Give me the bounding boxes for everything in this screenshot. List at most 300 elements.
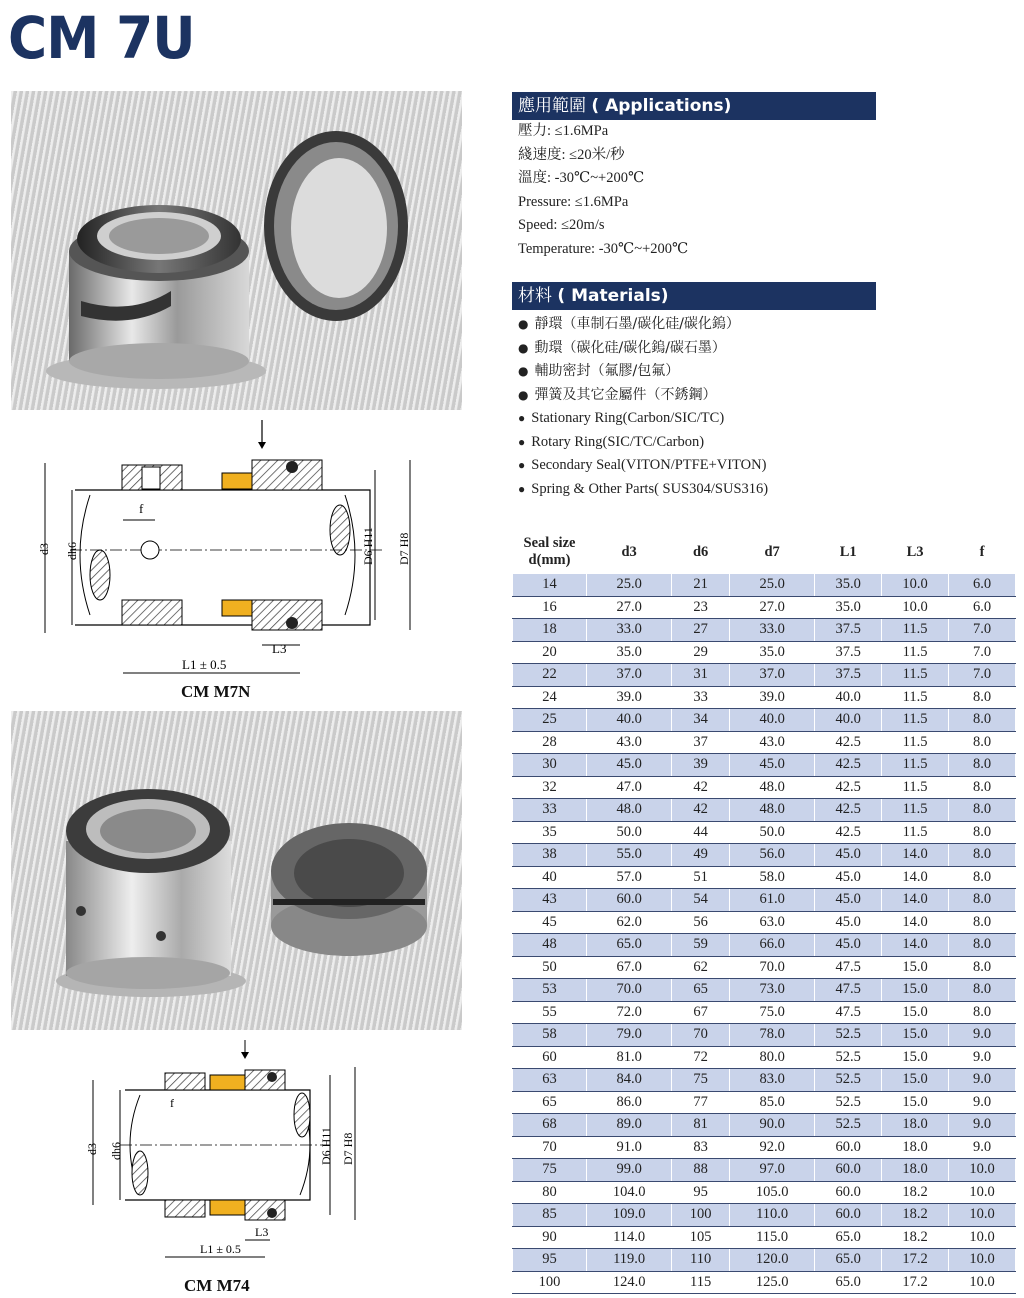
label-d3-top: d3 bbox=[37, 543, 51, 555]
table-cell: 65.0 bbox=[815, 1226, 882, 1249]
table-cell: 100 bbox=[672, 1204, 730, 1227]
table-cell: 72 bbox=[672, 1046, 730, 1069]
table-cell: 70 bbox=[672, 1024, 730, 1047]
table-cell: 124.0 bbox=[587, 1271, 672, 1294]
technical-drawing-m7n bbox=[0, 415, 470, 705]
table-cell: 23 bbox=[672, 596, 730, 619]
table-cell: 52.5 bbox=[815, 1046, 882, 1069]
table-cell: 45.0 bbox=[815, 866, 882, 889]
table-cell: 48.0 bbox=[729, 776, 814, 799]
table-row bbox=[513, 1204, 1016, 1227]
table-cell: 18.0 bbox=[882, 1114, 949, 1137]
label-d6h11-top: D6 H11 bbox=[361, 527, 375, 565]
table-cell: 6.0 bbox=[949, 574, 1016, 597]
table-cell: 75 bbox=[672, 1069, 730, 1092]
table-cell: 43.0 bbox=[729, 731, 814, 754]
table-cell: 63 bbox=[513, 1069, 587, 1092]
table-cell: 11.5 bbox=[882, 731, 949, 754]
table-cell: 33.0 bbox=[729, 619, 814, 642]
table-cell: 49 bbox=[672, 844, 730, 867]
table-cell: 42.5 bbox=[815, 754, 882, 777]
table-cell: 42.5 bbox=[815, 776, 882, 799]
table-cell: 57.0 bbox=[587, 866, 672, 889]
table-cell: 8.0 bbox=[949, 844, 1016, 867]
table-cell: 14.0 bbox=[882, 934, 949, 957]
table-cell: 18.0 bbox=[882, 1136, 949, 1159]
table-cell: 60.0 bbox=[815, 1204, 882, 1227]
table-cell: 90.0 bbox=[729, 1114, 814, 1137]
table-cell: 10.0 bbox=[949, 1204, 1016, 1227]
table-cell: 52.5 bbox=[815, 1114, 882, 1137]
table-cell: 14.0 bbox=[882, 911, 949, 934]
table-cell: 40 bbox=[513, 866, 587, 889]
table-row bbox=[513, 1046, 1016, 1069]
table-row bbox=[513, 596, 1016, 619]
table-cell: 39.0 bbox=[587, 686, 672, 709]
bullet-icon: ● bbox=[518, 364, 529, 378]
table-cell: 43 bbox=[513, 889, 587, 912]
applications-heading bbox=[512, 92, 876, 120]
table-header-row bbox=[513, 531, 1016, 574]
table-row bbox=[513, 641, 1016, 664]
table-row bbox=[513, 1226, 1016, 1249]
table-cell: 9.0 bbox=[949, 1091, 1016, 1114]
materials-heading-zh: 材料 bbox=[518, 286, 552, 306]
table-cell: 52.5 bbox=[815, 1069, 882, 1092]
table-row bbox=[513, 1271, 1016, 1294]
table-row bbox=[513, 866, 1016, 889]
table-cell: 14.0 bbox=[882, 844, 949, 867]
applications-heading-zh: 應用範圍 bbox=[518, 96, 586, 116]
table-cell: 109.0 bbox=[587, 1204, 672, 1227]
table-cell: 10.0 bbox=[882, 596, 949, 619]
table-cell: 27.0 bbox=[587, 596, 672, 619]
table-cell: 27.0 bbox=[729, 596, 814, 619]
label-f-bottom: f bbox=[170, 1096, 174, 1110]
label-dh6-top: dh6 bbox=[65, 542, 79, 560]
table-cell: 9.0 bbox=[949, 1069, 1016, 1092]
table-cell: 15.0 bbox=[882, 956, 949, 979]
table-cell: 20 bbox=[513, 641, 587, 664]
table-cell: 60.0 bbox=[815, 1159, 882, 1182]
table-cell: 50.0 bbox=[587, 821, 672, 844]
table-cell: 45.0 bbox=[815, 911, 882, 934]
table-cell: 25.0 bbox=[587, 574, 672, 597]
table-cell: 35.0 bbox=[729, 641, 814, 664]
table-cell: 58.0 bbox=[729, 866, 814, 889]
table-cell: 21 bbox=[672, 574, 730, 597]
table-cell: 38 bbox=[513, 844, 587, 867]
table-cell: 17.2 bbox=[882, 1271, 949, 1294]
table-cell: 18.2 bbox=[882, 1204, 949, 1227]
table-cell: 119.0 bbox=[587, 1249, 672, 1272]
label-d7h8-top: D7 H8 bbox=[397, 532, 411, 565]
table-cell: 89.0 bbox=[587, 1114, 672, 1137]
table-cell: 25.0 bbox=[729, 574, 814, 597]
table-cell: 8.0 bbox=[949, 889, 1016, 912]
table-cell: 15.0 bbox=[882, 979, 949, 1002]
label-l3-bottom: L3 bbox=[255, 1225, 269, 1239]
table-cell: 115.0 bbox=[729, 1226, 814, 1249]
table-cell: 37 bbox=[672, 731, 730, 754]
table-cell: 30 bbox=[513, 754, 587, 777]
table-cell: 14.0 bbox=[882, 866, 949, 889]
table-cell: 8.0 bbox=[949, 1001, 1016, 1024]
table-cell: 10.0 bbox=[949, 1249, 1016, 1272]
table-cell: 86.0 bbox=[587, 1091, 672, 1114]
table-cell: 11.5 bbox=[882, 619, 949, 642]
table-row bbox=[513, 979, 1016, 1002]
header-d7: d7 bbox=[764, 543, 780, 560]
header-d3: d3 bbox=[621, 543, 637, 560]
table-cell: 33 bbox=[513, 799, 587, 822]
table-cell: 11.5 bbox=[882, 776, 949, 799]
table-cell: 25 bbox=[513, 709, 587, 732]
material-item: 彈簧及其它金屬件（不銹鋼） bbox=[534, 386, 717, 403]
bullet-icon: ● bbox=[518, 317, 529, 331]
table-cell: 7.0 bbox=[949, 619, 1016, 642]
table-cell: 75.0 bbox=[729, 1001, 814, 1024]
table-cell: 125.0 bbox=[729, 1271, 814, 1294]
table-cell: 14.0 bbox=[882, 889, 949, 912]
table-cell: 60.0 bbox=[815, 1181, 882, 1204]
table-cell: 62.0 bbox=[587, 911, 672, 934]
table-cell: 84.0 bbox=[587, 1069, 672, 1092]
table-cell: 92.0 bbox=[729, 1136, 814, 1159]
table-cell: 58 bbox=[513, 1024, 587, 1047]
table-row bbox=[513, 686, 1016, 709]
table-cell: 8.0 bbox=[949, 934, 1016, 957]
label-l1-bottom: L1 ± 0.5 bbox=[200, 1242, 241, 1256]
table-cell: 59 bbox=[672, 934, 730, 957]
table-cell: 27 bbox=[672, 619, 730, 642]
bullet-icon: ● bbox=[518, 434, 526, 449]
table-row bbox=[513, 1069, 1016, 1092]
table-row bbox=[513, 799, 1016, 822]
material-item: Stationary Ring(Carbon/SIC/TC) bbox=[531, 410, 725, 426]
technical-drawing-m74 bbox=[0, 1035, 470, 1285]
table-cell: 8.0 bbox=[949, 731, 1016, 754]
table-cell: 53 bbox=[513, 979, 587, 1002]
table-cell: 39 bbox=[672, 754, 730, 777]
table-cell: 63.0 bbox=[729, 911, 814, 934]
table-cell: 10.0 bbox=[949, 1159, 1016, 1182]
applications-heading-en: ( Applications) bbox=[591, 96, 732, 116]
table-cell: 47.5 bbox=[815, 979, 882, 1002]
table-cell: 42 bbox=[672, 799, 730, 822]
table-cell: 40.0 bbox=[587, 709, 672, 732]
materials-heading bbox=[512, 282, 876, 310]
table-cell: 24 bbox=[513, 686, 587, 709]
table-cell: 52.5 bbox=[815, 1024, 882, 1047]
table-cell: 65.0 bbox=[587, 934, 672, 957]
table-cell: 105.0 bbox=[729, 1181, 814, 1204]
table-cell: 22 bbox=[513, 664, 587, 687]
seal-photo-m7n bbox=[11, 91, 462, 410]
table-cell: 9.0 bbox=[949, 1136, 1016, 1159]
table-cell: 11.5 bbox=[882, 754, 949, 777]
table-cell: 56 bbox=[672, 911, 730, 934]
table-cell: 11.5 bbox=[882, 821, 949, 844]
header-f: f bbox=[979, 543, 985, 560]
table-cell: 8.0 bbox=[949, 821, 1016, 844]
table-cell: 39.0 bbox=[729, 686, 814, 709]
table-cell: 18.0 bbox=[882, 1159, 949, 1182]
material-item: 動環（碳化硅/碳化鎢/碳石墨） bbox=[534, 339, 726, 356]
table-cell: 48.0 bbox=[587, 799, 672, 822]
table-row bbox=[513, 956, 1016, 979]
table-cell: 65.0 bbox=[815, 1271, 882, 1294]
table-cell: 11.5 bbox=[882, 799, 949, 822]
table-cell: 45.0 bbox=[815, 889, 882, 912]
table-cell: 18 bbox=[513, 619, 587, 642]
table-cell: 9.0 bbox=[949, 1024, 1016, 1047]
table-row bbox=[513, 1091, 1016, 1114]
table-row bbox=[513, 664, 1016, 687]
table-cell: 37.5 bbox=[815, 641, 882, 664]
bullet-icon: ● bbox=[518, 387, 529, 402]
table-cell: 16 bbox=[513, 596, 587, 619]
label-d6h11-bottom: D6 H11 bbox=[319, 1127, 333, 1165]
table-cell: 11.5 bbox=[882, 686, 949, 709]
table-cell: 44 bbox=[672, 821, 730, 844]
table-cell: 51 bbox=[672, 866, 730, 889]
table-cell: 90 bbox=[513, 1226, 587, 1249]
page-title: CM 7U bbox=[8, 4, 195, 72]
table-cell: 60.0 bbox=[815, 1136, 882, 1159]
table-cell: 42.5 bbox=[815, 799, 882, 822]
drawing-caption-m7n: CM M7N bbox=[181, 682, 251, 701]
table-cell: 10.0 bbox=[949, 1271, 1016, 1294]
table-cell: 47.0 bbox=[587, 776, 672, 799]
application-item: 綫速度: ≤20米/秒 bbox=[518, 146, 625, 163]
table-cell: 6.0 bbox=[949, 596, 1016, 619]
table-cell: 48.0 bbox=[729, 799, 814, 822]
table-row bbox=[513, 934, 1016, 957]
table-row bbox=[513, 1249, 1016, 1272]
table-cell: 40.0 bbox=[815, 686, 882, 709]
table-cell: 8.0 bbox=[949, 754, 1016, 777]
table-cell: 43.0 bbox=[587, 731, 672, 754]
application-item: 溫度: -30℃~+200℃ bbox=[518, 170, 645, 186]
table-cell: 60.0 bbox=[587, 889, 672, 912]
table-cell: 115 bbox=[672, 1271, 730, 1294]
application-item: 壓力: ≤1.6MPa bbox=[518, 123, 609, 139]
table-cell: 8.0 bbox=[949, 799, 1016, 822]
table-cell: 104.0 bbox=[587, 1181, 672, 1204]
label-d3-bottom: d3 bbox=[85, 1143, 99, 1155]
table-cell: 99.0 bbox=[587, 1159, 672, 1182]
table-cell: 37.0 bbox=[587, 664, 672, 687]
table-cell: 75 bbox=[513, 1159, 587, 1182]
label-d7h8-bottom: D7 H8 bbox=[341, 1132, 355, 1165]
table-cell: 15.0 bbox=[882, 1046, 949, 1069]
table-cell: 85.0 bbox=[729, 1091, 814, 1114]
dimension-table bbox=[512, 531, 1016, 1294]
table-row bbox=[513, 574, 1016, 597]
material-item: Rotary Ring(SIC/TC/Carbon) bbox=[531, 433, 705, 450]
table-cell: 35.0 bbox=[815, 574, 882, 597]
table-cell: 61.0 bbox=[729, 889, 814, 912]
table-row bbox=[513, 619, 1016, 642]
material-item: Spring & Other Parts( SUS304/SUS316) bbox=[531, 480, 769, 497]
header-l3: L3 bbox=[906, 543, 924, 560]
table-cell: 70.0 bbox=[587, 979, 672, 1002]
header-l1: L1 bbox=[839, 543, 857, 560]
table-cell: 35 bbox=[513, 821, 587, 844]
table-cell: 114.0 bbox=[587, 1226, 672, 1249]
table-cell: 9.0 bbox=[949, 1114, 1016, 1137]
table-row bbox=[513, 731, 1016, 754]
table-row bbox=[513, 1024, 1016, 1047]
table-cell: 45.0 bbox=[815, 844, 882, 867]
table-cell: 65.0 bbox=[815, 1249, 882, 1272]
table-cell: 85 bbox=[513, 1204, 587, 1227]
table-cell: 42.5 bbox=[815, 821, 882, 844]
bullet-icon: ● bbox=[518, 481, 526, 496]
table-cell: 7.0 bbox=[949, 641, 1016, 664]
table-cell: 33.0 bbox=[587, 619, 672, 642]
applications-list bbox=[518, 120, 688, 261]
table-cell: 42.5 bbox=[815, 731, 882, 754]
table-cell: 88 bbox=[672, 1159, 730, 1182]
material-item: 輔助密封（氟膠/包氟） bbox=[534, 363, 680, 379]
application-item: Temperature: -30℃~+200℃ bbox=[518, 240, 689, 257]
table-cell: 54 bbox=[672, 889, 730, 912]
material-item: 靜環（車制石墨/碳化硅/碳化鎢） bbox=[534, 316, 740, 332]
table-cell: 105 bbox=[672, 1226, 730, 1249]
table-cell: 100 bbox=[513, 1271, 587, 1294]
table-cell: 70.0 bbox=[729, 956, 814, 979]
table-cell: 45 bbox=[513, 911, 587, 934]
application-item: Pressure: ≤1.6MPa bbox=[518, 193, 629, 210]
table-cell: 95 bbox=[672, 1181, 730, 1204]
table-cell: 8.0 bbox=[949, 686, 1016, 709]
header-seal-size: Seal size d(mm) bbox=[523, 535, 576, 568]
table-cell: 73.0 bbox=[729, 979, 814, 1002]
table-cell: 40.0 bbox=[729, 709, 814, 732]
table-cell: 60 bbox=[513, 1046, 587, 1069]
table-cell: 31 bbox=[672, 664, 730, 687]
table-cell: 95 bbox=[513, 1249, 587, 1272]
table-cell: 65 bbox=[513, 1091, 587, 1114]
label-f-top: f bbox=[139, 501, 144, 516]
table-cell: 83 bbox=[672, 1136, 730, 1159]
table-cell: 35.0 bbox=[587, 641, 672, 664]
table-row bbox=[513, 709, 1016, 732]
table-cell: 14 bbox=[513, 574, 587, 597]
header-d6: d6 bbox=[692, 543, 709, 560]
label-l1-top: L1 ± 0.5 bbox=[182, 657, 227, 672]
table-cell: 8.0 bbox=[949, 911, 1016, 934]
table-cell: 52.5 bbox=[815, 1091, 882, 1114]
table-cell: 8.0 bbox=[949, 709, 1016, 732]
table-cell: 8.0 bbox=[949, 956, 1016, 979]
table-cell: 45.0 bbox=[587, 754, 672, 777]
table-cell: 81.0 bbox=[587, 1046, 672, 1069]
table-cell: 11.5 bbox=[882, 709, 949, 732]
table-cell: 50.0 bbox=[729, 821, 814, 844]
table-cell: 68 bbox=[513, 1114, 587, 1137]
table-cell: 18.2 bbox=[882, 1226, 949, 1249]
seal-photo-m74 bbox=[11, 711, 462, 1030]
table-cell: 110.0 bbox=[729, 1204, 814, 1227]
table-cell: 120.0 bbox=[729, 1249, 814, 1272]
table-cell: 47.5 bbox=[815, 1001, 882, 1024]
table-cell: 91.0 bbox=[587, 1136, 672, 1159]
table-row bbox=[513, 1181, 1016, 1204]
table-cell: 15.0 bbox=[882, 1024, 949, 1047]
table-row bbox=[513, 1159, 1016, 1182]
table-row bbox=[513, 754, 1016, 777]
table-cell: 18.2 bbox=[882, 1181, 949, 1204]
table-row bbox=[513, 776, 1016, 799]
application-item: Speed: ≤20m/s bbox=[518, 217, 605, 233]
table-cell: 8.0 bbox=[949, 979, 1016, 1002]
table-cell: 56.0 bbox=[729, 844, 814, 867]
table-cell: 80 bbox=[513, 1181, 587, 1204]
table-cell: 81 bbox=[672, 1114, 730, 1137]
table-cell: 78.0 bbox=[729, 1024, 814, 1047]
table-cell: 10.0 bbox=[949, 1181, 1016, 1204]
table-cell: 17.2 bbox=[882, 1249, 949, 1272]
table-row bbox=[513, 844, 1016, 867]
bullet-icon: ● bbox=[518, 411, 526, 425]
table-row bbox=[513, 1114, 1016, 1137]
table-cell: 79.0 bbox=[587, 1024, 672, 1047]
table-cell: 7.0 bbox=[949, 664, 1016, 687]
table-cell: 40.0 bbox=[815, 709, 882, 732]
table-cell: 66.0 bbox=[729, 934, 814, 957]
table-cell: 10.0 bbox=[949, 1226, 1016, 1249]
label-l3-top: L3 bbox=[272, 641, 287, 656]
table-cell: 65 bbox=[672, 979, 730, 1002]
table-cell: 80.0 bbox=[729, 1046, 814, 1069]
table-cell: 50 bbox=[513, 956, 587, 979]
table-cell: 35.0 bbox=[815, 596, 882, 619]
materials-heading-en: ( Materials) bbox=[557, 286, 669, 306]
table-row bbox=[513, 1136, 1016, 1159]
table-cell: 45.0 bbox=[729, 754, 814, 777]
table-cell: 15.0 bbox=[882, 1001, 949, 1024]
table-cell: 29 bbox=[672, 641, 730, 664]
drawing-caption-m74: CM M74 bbox=[184, 1276, 250, 1295]
table-cell: 77 bbox=[672, 1091, 730, 1114]
table-cell: 34 bbox=[672, 709, 730, 732]
table-cell: 15.0 bbox=[882, 1091, 949, 1114]
bullet-icon: ● bbox=[518, 458, 526, 472]
table-cell: 37.5 bbox=[815, 619, 882, 642]
table-cell: 70 bbox=[513, 1136, 587, 1159]
table-cell: 42 bbox=[672, 776, 730, 799]
table-cell: 110 bbox=[672, 1249, 730, 1272]
table-cell: 67.0 bbox=[587, 956, 672, 979]
materials-list bbox=[518, 313, 768, 501]
table-cell: 10.0 bbox=[882, 574, 949, 597]
table-cell: 47.5 bbox=[815, 956, 882, 979]
table-cell: 11.5 bbox=[882, 641, 949, 664]
table-cell: 67 bbox=[672, 1001, 730, 1024]
table-cell: 48 bbox=[513, 934, 587, 957]
table-cell: 28 bbox=[513, 731, 587, 754]
material-item: Secondary Seal(VITON/PTFE+VITON) bbox=[531, 457, 767, 473]
table-row bbox=[513, 1001, 1016, 1024]
table-row bbox=[513, 889, 1016, 912]
table-cell: 45.0 bbox=[815, 934, 882, 957]
table-cell: 37.0 bbox=[729, 664, 814, 687]
table-cell: 32 bbox=[513, 776, 587, 799]
table-row bbox=[513, 911, 1016, 934]
